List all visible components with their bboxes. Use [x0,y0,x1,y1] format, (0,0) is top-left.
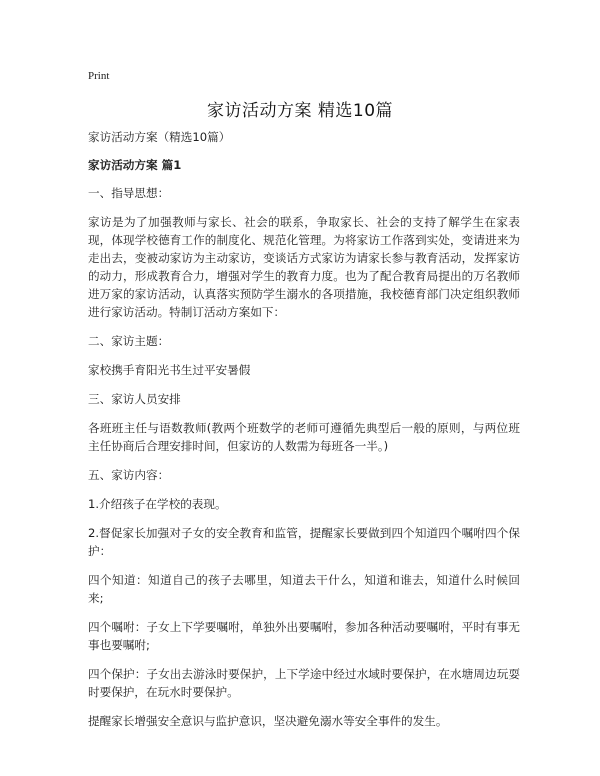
section-heading: 家访活动方案 篇1 [88,158,182,172]
heading-visit-content: 五、家访内容： [88,468,170,482]
heading-staff-arrangement: 三、家访人员安排 [88,392,181,406]
print-link[interactable]: Print [88,70,110,82]
paragraph-content-item-2: 2.督促家长加强对子女的安全教育和监管，提醒家长要做到四个知道四个嘱咐四个保护： [88,526,520,558]
heading-visit-theme: 二、家访主题： [88,334,170,348]
document-subtitle: 家访活动方案（精选10篇） [88,130,231,144]
heading-guiding-ideology: 一、指导思想： [88,186,170,200]
paragraph-four-protections: 四个保护：子女出去游泳时要保护，上下学途中经过水域时要保护，在水塘周边玩耍时要保护，在玩水时要保护。 [88,667,520,699]
paragraph-content-item-1: 1.介绍孩子在学校的表现。 [88,497,227,511]
paragraph-staff: 各班班主任与语数教师(教两个班数学的老师可遵循先典型后一般的原则，与两位班主任协商后合理安排时间，但家访的人数需为每班各一半。) [88,421,520,453]
page-title: 家访活动方案 精选10篇 [206,101,394,121]
document-body [88,128,520,741]
paragraph-safety-reminder: 提醒家长增强安全意识与监护意识，坚决避免溺水等安全事件的发生。 [88,714,448,728]
paragraph-four-knows: 四个知道：知道自己的孩子去哪里，知道去干什么，知道和谁去，知道什么时候回来; [88,573,520,605]
paragraph-four-reminders: 四个嘱咐：子女上下学要嘱咐，单独外出要嘱咐，参加各种活动要嘱咐，平时有事无事也要嘱咐; [88,620,520,652]
paragraph-theme: 家校携手育阳光书生过平安暑假 [88,363,251,377]
paragraph-purpose: 家访是为了加强教师与家长、社会的联系，争取家长、社会的支持了解学生在家表现，体现学校德育工作的制度化、规范化管理。为将家访工作落到实处，变请进来为走出去，变被动家访为主动家访，变谈话方式家访为请家长参与教育活动，发挥家访的动力，形成教育合力，增强对学生的教育力度。也为了配合教育局提出的万名教师进万家的家访活动，认真落实预防学生溺水的各项措施，我校德育部门决定组织教师进行家访活动。特制订活动方案如下： [88,215,520,319]
